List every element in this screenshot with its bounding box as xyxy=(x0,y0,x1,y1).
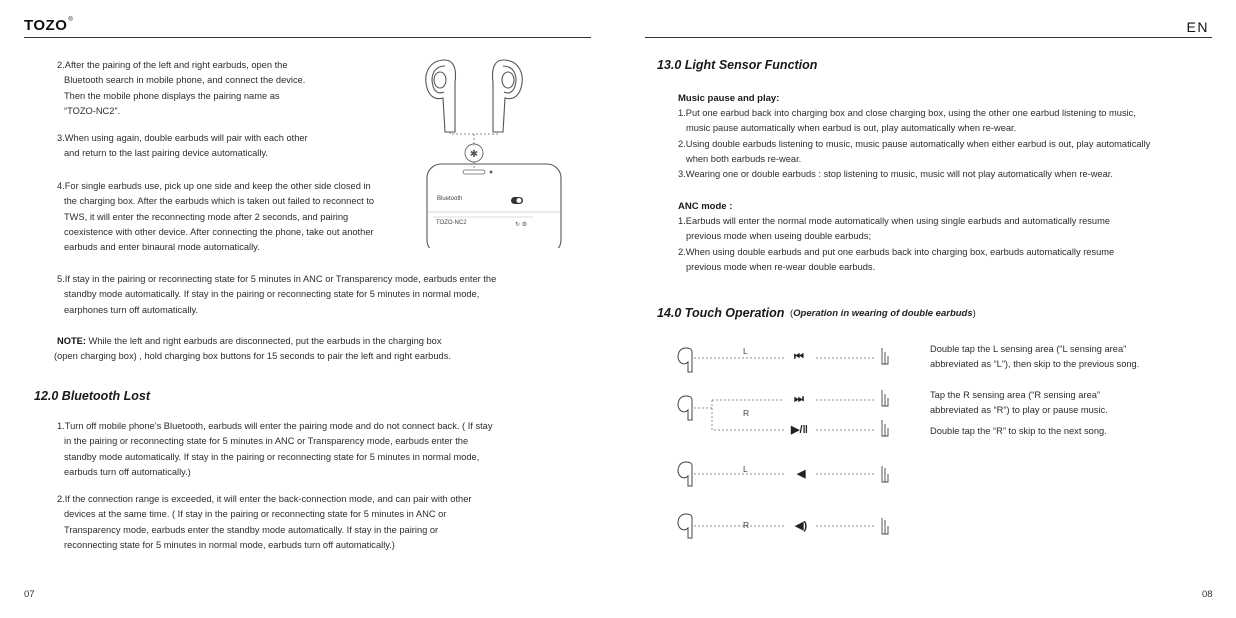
language-label: EN xyxy=(1186,19,1209,35)
phone-device-name: TOZO-NC2 xyxy=(436,220,467,226)
pairing-note: NOTE: While the left and right earbuds are disconnected, put the earbuds in the charging box (open charging box) , hold charging box buttons for 15 seconds to pair the left and right earbuds. xyxy=(54,336,451,362)
brand-logo: TOZO® xyxy=(24,17,74,34)
section-13-title: 13.0 Light Sensor Function xyxy=(657,58,818,72)
music-text: 1.Put one earbud back into charging box and close charging box, using the other one earbud listening to music, music pause automatically when earbud is out, play automatically when re-wear. 2.Using double earbuds listening to music, music pause automatically when either earbud is out, play automatically when both earbuds re-wear. 3.Wearing one or double earbuds : stop listening to music, music will not play automatically when re-wear. xyxy=(678,108,1151,180)
touch-desc-previous: Double tap the L sensing area (“L sensing area” abbreviated as “L”), then skip to the previous song. xyxy=(930,344,1140,370)
volume-up-icon: ◀) xyxy=(795,520,808,532)
touch-desc-next: Double tap the “R” to skip to the next song. xyxy=(930,426,1107,436)
pairing-step-4: 4.For single earbuds use, pick up one side and keep the other side closed in the charging box. After the earbuds which is taken out failed to reconnect to TWS, it will enter the reconnecting mode after 2 seconds, and pairing coexistence with other device. After connecting the phone, take out another earbuds and enter binaural mode automatically. xyxy=(57,181,375,253)
previous-track-icon: ⏮ xyxy=(794,351,804,363)
touch-operation-diagram xyxy=(676,338,906,548)
earbuds-phone-illustration xyxy=(415,52,565,248)
label-l-2: L xyxy=(743,464,748,474)
anc-text: 1.Earbuds will enter the normal mode automatically when using single earbuds and automatically resume previous mode when useing double earbuds; 2.When using double earbuds and put one earbuds back into charging box, earbuds automatically resume previous mode when re-wear double earbuds. xyxy=(678,216,1115,272)
label-l-1: L xyxy=(743,346,748,356)
section-14-title: 14.0 Touch Operation xyxy=(657,306,785,320)
label-r-2: R xyxy=(743,520,750,530)
touch-desc-play-pause: Tap the R sensing area (“R sensing area” abbreviated as “R”) to play or pause music. xyxy=(930,390,1108,416)
pairing-step-5: 5.If stay in the pairing or reconnecting state for 5 minutes in ANC or Transparency mode, earbuds enter the standby mode automatically. If stay in the pairing or reconnecting state for 5 minutes in normal mode, earphones turn off automatically. xyxy=(57,274,497,315)
volume-down-icon: ◀ xyxy=(797,468,806,480)
music-heading: Music pause and play: xyxy=(678,93,780,104)
anc-heading: ANC mode : xyxy=(678,201,733,212)
phone-bluetooth-label: Bluetooth xyxy=(437,196,463,202)
label-r-1: R xyxy=(743,408,750,418)
pairing-step-3: 3.When using again, double earbuds will pair with each other and return to the last pairing device automatically. xyxy=(57,133,308,159)
pairing-step-2: 2.After the pairing of the left and right earbuds, open the Bluetooth search in mobile phone, and connect the device. Then the mobile phone displays the pairing name as “TOZO-NC2”. xyxy=(57,60,306,116)
section-14-subtitle: (Operation in wearing of double earbuds) xyxy=(790,308,976,319)
svg-text:↻ ⚙: ↻ ⚙ xyxy=(515,222,528,228)
section-12-title: 12.0 Bluetooth Lost xyxy=(34,389,150,403)
bluetooth-lost-1: 1.Turn off mobile phone’s Bluetooth, earbuds will enter the pairing mode and do not connect back. ( If stay in the pairing or reconnecting state for 5 minutes in ANC or Transparency mode, earbuds enter the standby mode automatically. If stay in the pairing or reconnecting state for 5 minutes in normal mode, earbuds turn off automatically.) xyxy=(57,421,493,477)
bluetooth-lost-2: 2.If the connection range is exceeded, it will enter the back-connection mode, and can pair with other devices at the same time. ( If stay in the pairing or reconnecting state for 5 minutes in ANC or Transparency mode, earbuds enter the standby mode automatically. If stay in the pairing or reconnecting state for 5 minutes in normal mode, earbuds turn off automatically.) xyxy=(57,494,472,550)
header-rule-left xyxy=(24,37,591,38)
header-rule-right xyxy=(645,37,1212,38)
svg-text:✱: ✱ xyxy=(469,149,479,160)
page-number-right: 08 xyxy=(1202,589,1213,600)
page-number-left: 07 xyxy=(24,589,35,600)
next-track-icon: ⏭ xyxy=(794,393,804,405)
play-pause-icon: ▶/‖ xyxy=(791,424,808,436)
